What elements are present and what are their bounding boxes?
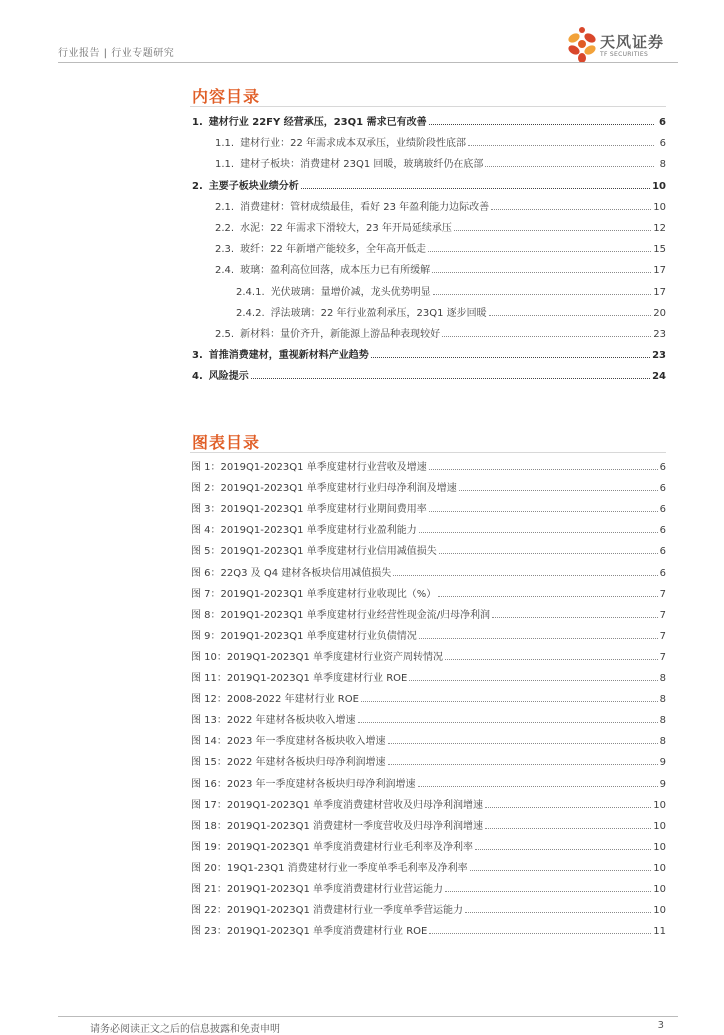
figure-leader-dots bbox=[439, 553, 658, 554]
toc-entry-number: 1.1. bbox=[215, 138, 235, 150]
page-number: 3 bbox=[657, 1020, 664, 1031]
toc-entry-title: 浮法玻璃：22 年行业盈利承压，23Q1 逐步回暖 bbox=[270, 307, 487, 319]
toc-entry[interactable] bbox=[215, 199, 666, 213]
figure-entry-page: 6 bbox=[659, 504, 666, 516]
toc-title-divider bbox=[190, 106, 666, 107]
toc-entry-title: 首推消费建材，重视新材料产业趋势 bbox=[208, 350, 369, 362]
toc-entry-title: 建材行业 22FY 经营承压，23Q1 需求已有改善 bbox=[208, 117, 427, 128]
toc-entry-page: 17 bbox=[653, 286, 666, 298]
toc-leader-dots bbox=[468, 145, 654, 146]
figure-entry-page: 10 bbox=[653, 820, 666, 832]
figure-entry-page: 9 bbox=[659, 757, 666, 769]
company-logo bbox=[566, 24, 676, 66]
figure-entry-title: 图 14：2023 年一季度建材各板块收入增速 bbox=[191, 736, 386, 748]
figure-entry-title: 图 10：2019Q1-2023Q1 单季度建材行业资产周转情况 bbox=[191, 651, 444, 663]
figure-entry-page: 6 bbox=[659, 546, 666, 558]
toc-entry-page: 23 bbox=[653, 329, 666, 340]
figure-entry[interactable] bbox=[191, 923, 666, 937]
toc-leader-dots bbox=[454, 230, 651, 231]
figure-entry[interactable] bbox=[191, 839, 666, 853]
figure-entry-page: 10 bbox=[653, 862, 666, 874]
header-divider bbox=[58, 62, 678, 63]
figure-entry-page: 7 bbox=[659, 651, 666, 663]
figure-entry-title: 图 5：2019Q1-2023Q1 单季度建材行业信用减值损失 bbox=[191, 546, 437, 558]
toc-entry-page: 10 bbox=[653, 201, 666, 213]
toc-entry[interactable] bbox=[192, 178, 666, 192]
figure-entry-page: 7 bbox=[659, 588, 666, 600]
figure-leader-dots bbox=[429, 511, 658, 512]
figure-entry-page: 6 bbox=[659, 567, 666, 579]
figure-entry-page: 11 bbox=[653, 926, 666, 938]
figure-entry[interactable] bbox=[191, 628, 666, 642]
toc-entry-page: 6 bbox=[659, 117, 666, 128]
toc-entry-page: 20 bbox=[653, 307, 666, 319]
figure-entry-title: 图 21：2019Q1-2023Q1 单季度消费建材行业营运能力 bbox=[191, 884, 444, 895]
toc-entry-number: 4. bbox=[192, 371, 203, 383]
figure-entry-title: 图 19：2019Q1-2023Q1 单季度消费建材行业毛利率及净利率 bbox=[191, 841, 474, 853]
figure-entry-page: 10 bbox=[653, 905, 666, 917]
figure-entry[interactable] bbox=[191, 712, 666, 726]
figure-leader-dots bbox=[465, 912, 651, 913]
figure-entry[interactable] bbox=[191, 522, 666, 536]
figure-entry-title: 图 6：22Q3 及 Q4 建材各板块信用减值损失 bbox=[191, 567, 392, 579]
figure-entry[interactable] bbox=[191, 543, 666, 557]
figure-entry-title: 图 15：2022 年建材各板块归母净利润增速 bbox=[191, 757, 386, 769]
toc-entry[interactable] bbox=[215, 135, 666, 149]
toc-entry-title: 建材子板块：消费建材 23Q1 回暖，玻璃玻纤仍在底部 bbox=[240, 159, 484, 171]
figure-leader-dots bbox=[445, 891, 651, 892]
figure-entry-title: 图 4：2019Q1-2023Q1 单季度建材行业盈利能力 bbox=[191, 525, 417, 537]
figure-entry-title: 图 2：2019Q1-2023Q1 单季度建材行业归母净利润及增速 bbox=[191, 483, 457, 495]
figure-entry[interactable] bbox=[191, 733, 666, 747]
toc-leader-dots bbox=[429, 124, 654, 125]
toc-entry[interactable] bbox=[215, 156, 666, 170]
toc-entry-page: 12 bbox=[653, 223, 666, 234]
toc-entry-page: 23 bbox=[652, 350, 666, 362]
toc-leader-dots bbox=[485, 166, 654, 167]
figure-leader-dots bbox=[470, 870, 652, 871]
toc-entry-title: 消费建材：管材成绩最佳，看好 23 年盈利能力边际改善 bbox=[240, 201, 490, 213]
figure-leader-dots bbox=[438, 596, 657, 597]
toc-title: 内容目录 bbox=[192, 87, 261, 106]
toc-leader-dots bbox=[301, 188, 650, 189]
toc-leader-dots bbox=[442, 336, 651, 337]
toc-entry-title: 建材行业：22 年需求成本双承压，业绩阶段性底部 bbox=[240, 138, 466, 150]
toc-leader-dots bbox=[433, 294, 652, 295]
figure-entry[interactable] bbox=[191, 754, 666, 768]
figure-entry-page: 6 bbox=[659, 525, 666, 537]
figure-entry[interactable] bbox=[191, 607, 666, 621]
figure-entry[interactable] bbox=[191, 480, 666, 494]
figure-leader-dots bbox=[409, 680, 657, 681]
figure-leader-dots bbox=[429, 469, 658, 470]
footer-disclaimer: 请务必阅读正文之后的信息披露和免责申明 bbox=[90, 1024, 280, 1035]
figure-entry-page: 10 bbox=[653, 799, 666, 811]
figure-entry[interactable] bbox=[191, 501, 666, 515]
toc-leader-dots bbox=[432, 272, 651, 273]
toc-entry[interactable] bbox=[215, 326, 666, 340]
figure-entry-page: 10 bbox=[653, 841, 666, 853]
toc-entry[interactable] bbox=[215, 241, 666, 255]
toc-entry[interactable] bbox=[236, 284, 666, 298]
figure-entry[interactable] bbox=[191, 459, 666, 473]
figure-entry-title: 图 1：2019Q1-2023Q1 单季度建材行业营收及增速 bbox=[191, 462, 427, 473]
figure-entry-page: 6 bbox=[659, 483, 666, 495]
figure-leader-dots bbox=[361, 701, 658, 702]
figure-entry-title: 图 3：2019Q1-2023Q1 单季度建材行业期间费用率 bbox=[191, 504, 427, 516]
figure-entry-title: 图 23：2019Q1-2023Q1 单季度消费建材行业 ROE bbox=[191, 926, 428, 938]
figure-entry-title: 图 20：19Q1-23Q1 消费建材行业一季度单季毛利率及净利率 bbox=[191, 862, 468, 874]
toc-entry-number: 2. bbox=[192, 180, 203, 192]
toc-entry-title: 玻纤：22 年新增产能较多，全年高开低走 bbox=[240, 244, 426, 256]
toc-entry-title: 水泥：22 年需求下滑较大，23 年开局延续承压 bbox=[240, 223, 452, 234]
toc-entry-page: 24 bbox=[652, 371, 666, 383]
figure-leader-dots bbox=[492, 617, 658, 618]
figure-entry-page: 6 bbox=[659, 462, 666, 473]
toc-entry[interactable] bbox=[236, 305, 666, 319]
toc-entry-number: 2.3. bbox=[215, 244, 235, 256]
figures-title: 图表目录 bbox=[192, 433, 261, 452]
toc-leader-dots bbox=[251, 378, 650, 379]
figure-entry-page: 8 bbox=[659, 715, 666, 727]
figures-title-divider bbox=[190, 452, 666, 453]
figure-entry-page: 9 bbox=[659, 778, 666, 790]
figure-entry[interactable] bbox=[191, 881, 666, 895]
toc-entry-number: 2.4. bbox=[215, 265, 235, 277]
figure-entry-page: 10 bbox=[653, 884, 666, 895]
figure-entry-title: 图 16：2023 年一季度建材各板块归母净利润增速 bbox=[191, 778, 416, 790]
figure-entry[interactable] bbox=[191, 860, 666, 874]
toc-entry-title: 主要子板块业绩分析 bbox=[208, 180, 299, 192]
figure-entry-page: 7 bbox=[659, 609, 666, 621]
figure-entry-title: 图 22：2019Q1-2023Q1 消费建材行业一季度单季营运能力 bbox=[191, 905, 464, 917]
logo-flower-icon bbox=[566, 24, 598, 64]
toc-entry-number: 2.2. bbox=[215, 223, 235, 234]
toc-entry[interactable] bbox=[215, 220, 666, 234]
figure-leader-dots bbox=[459, 490, 658, 491]
figure-leader-dots bbox=[419, 638, 658, 639]
figure-leader-dots bbox=[485, 828, 651, 829]
figure-leader-dots bbox=[475, 849, 651, 850]
figure-entry-page: 8 bbox=[659, 736, 666, 748]
toc-entry-number: 1. bbox=[192, 117, 203, 128]
toc-entry-page: 8 bbox=[659, 159, 666, 171]
figure-leader-dots bbox=[418, 786, 658, 787]
toc-entry-page: 6 bbox=[659, 138, 666, 150]
toc-entry-number: 2.4.2. bbox=[236, 307, 265, 319]
figure-entry-title: 图 18：2019Q1-2023Q1 消费建材一季度营收及归母净利润增速 bbox=[191, 820, 484, 832]
figure-entry[interactable] bbox=[191, 691, 666, 705]
logo-english-name: TF SECURITIES bbox=[600, 51, 649, 58]
toc-entry[interactable] bbox=[192, 368, 666, 382]
report-category: 行业报告 | 行业专题研究 bbox=[58, 48, 175, 59]
toc-leader-dots bbox=[428, 251, 651, 252]
toc-entry[interactable] bbox=[192, 114, 666, 128]
figure-entry-page: 8 bbox=[659, 673, 666, 684]
figure-entry-title: 图 12：2008-2022 年建材行业 ROE bbox=[191, 694, 359, 706]
toc-entry-title: 新材料：量价齐升，新能源上游品种表现较好 bbox=[240, 329, 441, 340]
figure-entry-title: 图 7：2019Q1-2023Q1 单季度建材行业收现比（%） bbox=[191, 588, 437, 600]
figure-entry-page: 7 bbox=[659, 630, 666, 642]
toc-entry-page: 17 bbox=[653, 265, 666, 277]
figure-entry-title: 图 13：2022 年建材各板块收入增速 bbox=[191, 715, 356, 727]
figure-leader-dots bbox=[388, 764, 658, 765]
figure-leader-dots bbox=[485, 807, 651, 808]
toc-entry[interactable] bbox=[192, 347, 666, 361]
toc-leader-dots bbox=[489, 315, 652, 316]
toc-entry-page: 10 bbox=[652, 180, 666, 192]
figure-leader-dots bbox=[429, 933, 651, 934]
figure-entry[interactable] bbox=[191, 797, 666, 811]
figure-entry-title: 图 8：2019Q1-2023Q1 单季度建材行业经营性现金流/归母净利润 bbox=[191, 609, 491, 621]
logo-chinese-name: 天风证券 bbox=[600, 33, 665, 51]
toc-entry-number: 1.1. bbox=[215, 159, 235, 171]
figure-leader-dots bbox=[445, 659, 658, 660]
figure-entry[interactable] bbox=[191, 586, 666, 600]
toc-entry[interactable] bbox=[215, 262, 666, 276]
toc-entry-page: 15 bbox=[653, 244, 666, 256]
toc-entry-number: 2.1. bbox=[215, 201, 235, 213]
toc-entry-title: 光伏玻璃：量增价减，龙头优势明显 bbox=[270, 286, 431, 298]
figure-entry[interactable] bbox=[191, 902, 666, 916]
figure-leader-dots bbox=[358, 722, 658, 723]
figure-entry[interactable] bbox=[191, 649, 666, 663]
toc-entry-title: 玻璃：盈利高位回落，成本压力已有所缓解 bbox=[240, 265, 431, 277]
figure-leader-dots bbox=[388, 743, 658, 744]
figure-entry-title: 图 11：2019Q1-2023Q1 单季度建材行业 ROE bbox=[191, 673, 408, 684]
figure-entry-title: 图 17：2019Q1-2023Q1 单季度消费建材营收及归母净利润增速 bbox=[191, 799, 484, 811]
figure-entry[interactable] bbox=[191, 776, 666, 790]
toc-entry-number: 2.5. bbox=[215, 329, 235, 340]
toc-leader-dots bbox=[371, 357, 650, 358]
figure-entry-page: 8 bbox=[659, 694, 666, 706]
toc-entry-title: 风险提示 bbox=[208, 371, 249, 383]
toc-entry-number: 2.4.1. bbox=[236, 286, 265, 298]
figure-entry[interactable] bbox=[191, 565, 666, 579]
figure-entry[interactable] bbox=[191, 818, 666, 832]
footer-divider bbox=[58, 1016, 678, 1017]
figure-leader-dots bbox=[393, 575, 657, 576]
figure-entry[interactable] bbox=[191, 670, 666, 684]
figure-leader-dots bbox=[419, 532, 658, 533]
toc-entry-number: 3. bbox=[192, 350, 203, 362]
toc-leader-dots bbox=[491, 209, 651, 210]
figure-entry-title: 图 9：2019Q1-2023Q1 单季度建材行业负债情况 bbox=[191, 630, 417, 642]
